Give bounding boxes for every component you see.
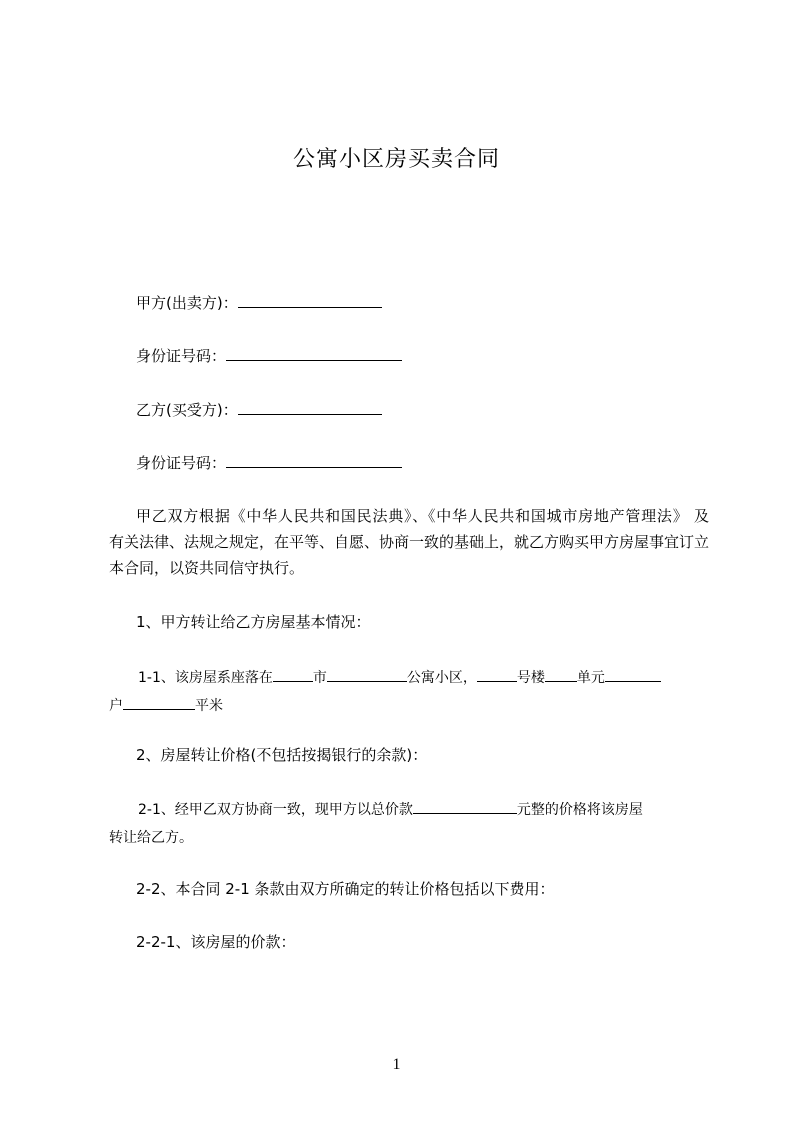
s1-1-city-label: 市 <box>312 670 327 686</box>
s1-1-area-label: 平米 <box>195 698 223 714</box>
section-2-heading: 2、房屋转让价格(不包括按揭银行的余款)： <box>136 746 428 764</box>
s1-1-household-label: 户 <box>109 698 123 714</box>
s1-1-unit-label: 单元 <box>576 670 605 686</box>
party-a-id-blank[interactable] <box>226 346 402 361</box>
party-a-blank[interactable] <box>238 293 382 308</box>
party-a-id-label: 身份证号码： <box>136 347 227 365</box>
party-b-label: 乙方(买受方)： <box>136 401 238 419</box>
preamble-paragraph: 甲乙双方根据《中华人民共和国民法典》、《中华人民共和国城市房地产管理法》 及 有关法律、法规之规定，在平等、自愿、协商一致的基础上，就乙方购买甲方房屋事宜订立本合同，以资共同信守执行。 <box>109 507 725 577</box>
area-blank[interactable] <box>123 695 195 710</box>
party-b-line <box>136 400 382 419</box>
section-1-1-paragraph <box>109 664 709 720</box>
party-a-id-line <box>136 346 402 365</box>
s1-1-building-label: 号楼 <box>516 670 545 686</box>
building-blank[interactable] <box>477 667 517 682</box>
s2-1-prefix: 2-1、经甲乙双方协商一致，现甲方以总价款 <box>138 802 413 818</box>
party-a-label: 甲方(出卖方)： <box>136 294 238 312</box>
household-blank[interactable] <box>605 667 661 682</box>
s1-1-complex-label: 公寓小区， <box>406 670 477 686</box>
complex-blank[interactable] <box>327 667 407 682</box>
section-1-heading: 1、甲方转让给乙方房屋基本情况： <box>136 613 371 631</box>
document-title: 公寓小区房买卖合同 <box>292 147 500 172</box>
party-b-id-label: 身份证号码： <box>136 454 227 472</box>
party-b-id-line <box>136 453 402 472</box>
s2-1-line2: 转让给乙方。 <box>109 830 193 846</box>
section-2-1-paragraph <box>109 796 709 852</box>
section-2-2-text: 2-2、本合同 2-1 条款由双方所确定的转让价格包括以下费用： <box>136 880 555 898</box>
section-2-2-1-text: 2-2-1、该房屋的价款： <box>136 933 296 951</box>
s1-1-prefix: 1-1、该房屋系座落在 <box>138 670 273 686</box>
party-b-blank[interactable] <box>238 400 382 415</box>
party-a-line <box>136 293 382 312</box>
city-blank[interactable] <box>273 667 313 682</box>
party-b-id-blank[interactable] <box>226 453 402 468</box>
page-number: 1 <box>392 1056 401 1073</box>
unit-blank[interactable] <box>545 667 577 682</box>
s2-1-suffix: 元整的价格将该房屋 <box>516 802 643 818</box>
total-price-blank[interactable] <box>413 799 517 814</box>
